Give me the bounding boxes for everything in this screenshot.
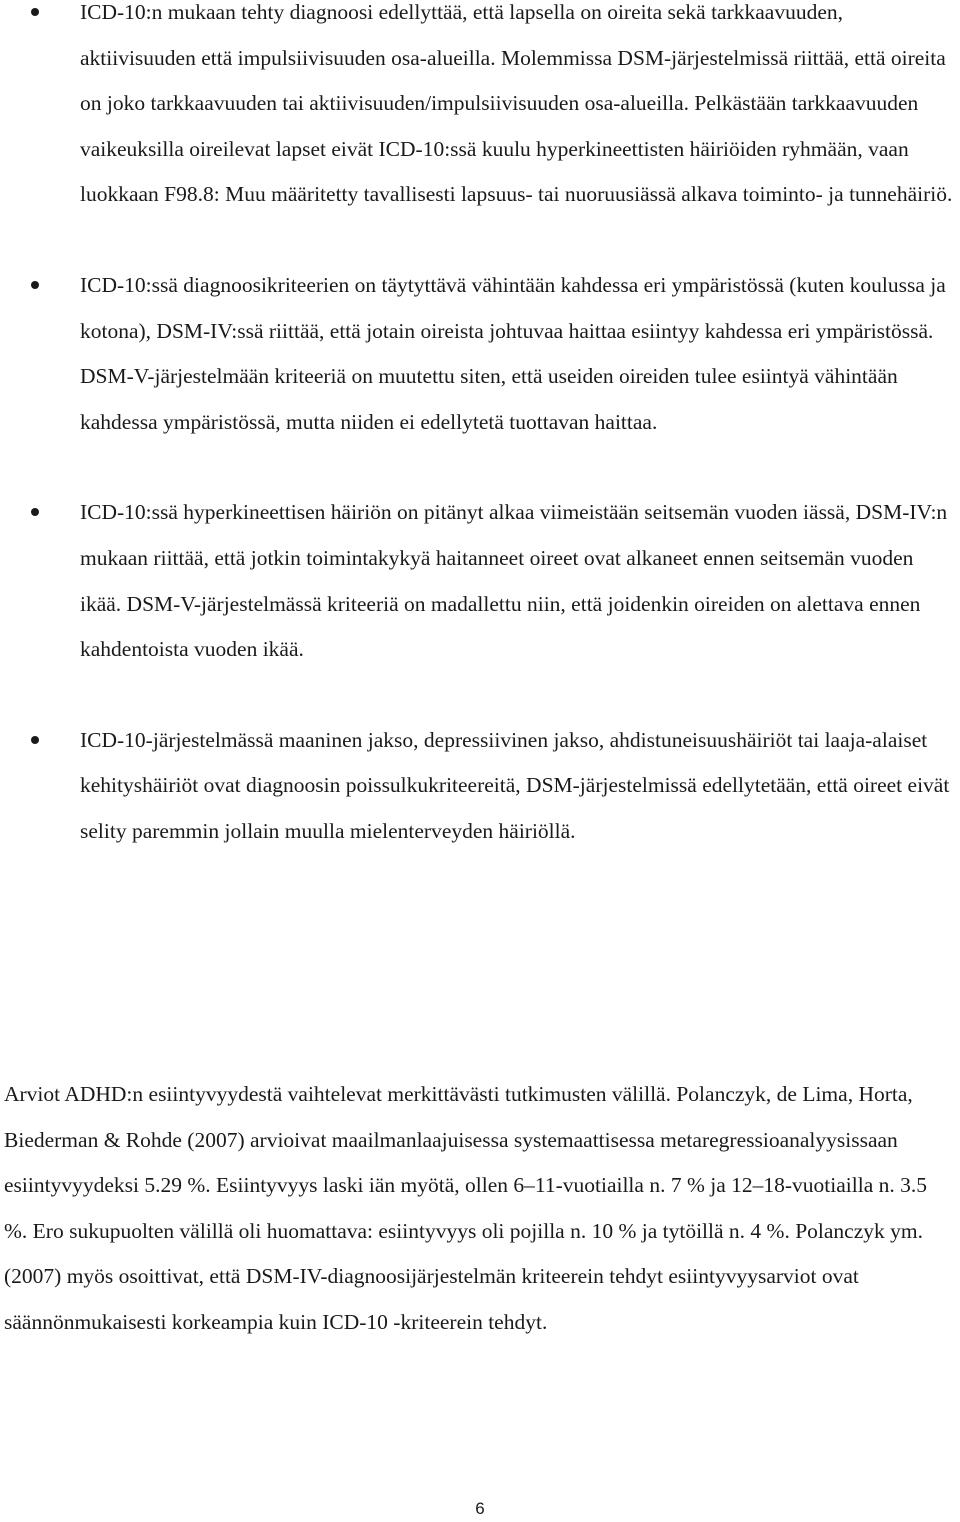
bullet-text: ICD-10:ssä hyperkineettisen häiriön on pitänyt alkaa viimeistään seitsemän vuoden iässä, DSM-IV:n mukaan riittää, että jotkin toimintakykyä haitanneet oireet ovat alkaneet ennen seitsemän vuoden ikää. DSM-V-järjestelmässä kriteeriä on madallettu niin, että joidenkin oireiden on alettava ennen kahdentoista vuoden ikää. (80, 500, 948, 662)
bullet-item-environments (0, 263, 960, 445)
bullet-text: ICD-10:ssä diagnoosikriteerien on täytyttävä vähintään kahdessa eri ympäristössä (kuten koulussa ja kotona), DSM-IV:ssä riittää, että jotain oireista johtuvaa haittaa esiintyy kahdessa eri ympäristössä. DSM-V-järjestelmään kriteeriä on muutettu siten, että useiden oireiden tulee esiintyä vähintään kahdessa ympäristössä, mutta niiden ei edellytetä tuottavan haittaa. (80, 272, 946, 434)
prevalence-paragraph: Arviot ADHD:n esiintyvyydestä vaihtelevat merkittävästi tutkimusten välillä. Polanczyk, de Lima, Horta, Biederman & Rohde (2007) arvioivat maailmanlaajuisessa systemaattisessa metaregressioanalyysissaan esiintyvyydeksi 5.29 %. Esiintyvyys laski iän myötä, ollen 6–11-vuotiailla n. 7 % ja 12–18-vuotiailla n. 3.5 %. Ero sukupuolten välillä oli huomattava: esiintyvyys oli pojilla n. 10 % ja tytöillä n. 4 %. Polanczyk ym. (2007) myös osoittivat, että DSM-IV-diagnoosijärjestelmän kriteerein tehdyt esiintyvyysarviot ovat säännönmukaisesti korkeampia kuin ICD-10 -kriteerein tehdyt. (4, 1082, 927, 1334)
bullet-text: ICD-10:n mukaan tehty diagnoosi edellyttää, että lapsella on oireita sekä tarkkaavuuden, aktiivisuuden että impulsiivisuuden osa-alueilla. Molemmissa DSM-järjestelmissä riittää, että oireita on joko tarkkaavuuden tai aktiivisuuden/impulsiivisuuden osa-alueilla. Pelkästään tarkkaavuuden vaikeuksilla oireilevat lapset eivät ICD-10:ssä kuulu hyperkineettisten häiriöiden ryhmään, vaan luokkaan F98.8: Muu määritetty tavallisesti lapsuus- tai nuoruusiässä alkava toiminto- ja tunnehäiriö. (80, 0, 953, 207)
bullet-item-exclusion-criteria (0, 718, 960, 855)
bullet-dot-icon (31, 736, 39, 744)
bullet-item-onset-age (0, 490, 960, 672)
page-number: 6 (475, 1499, 485, 1518)
bullet-dot-icon (31, 8, 39, 16)
bullet-item-symptom-areas (0, 0, 960, 218)
bullet-dot-icon (31, 281, 39, 289)
bullet-dot-icon (31, 508, 39, 516)
bullet-text: ICD-10-järjestelmässä maaninen jakso, depressiivinen jakso, ahdistuneisuushäiriöt tai laaja-alaiset kehityshäiriöt ovat diagnoosin poissulkukriteereitä, DSM-järjestelmissä edellytetään, että oireet eivät selity paremmin jollain muulla mielenterveyden häiriöllä. (80, 727, 950, 843)
